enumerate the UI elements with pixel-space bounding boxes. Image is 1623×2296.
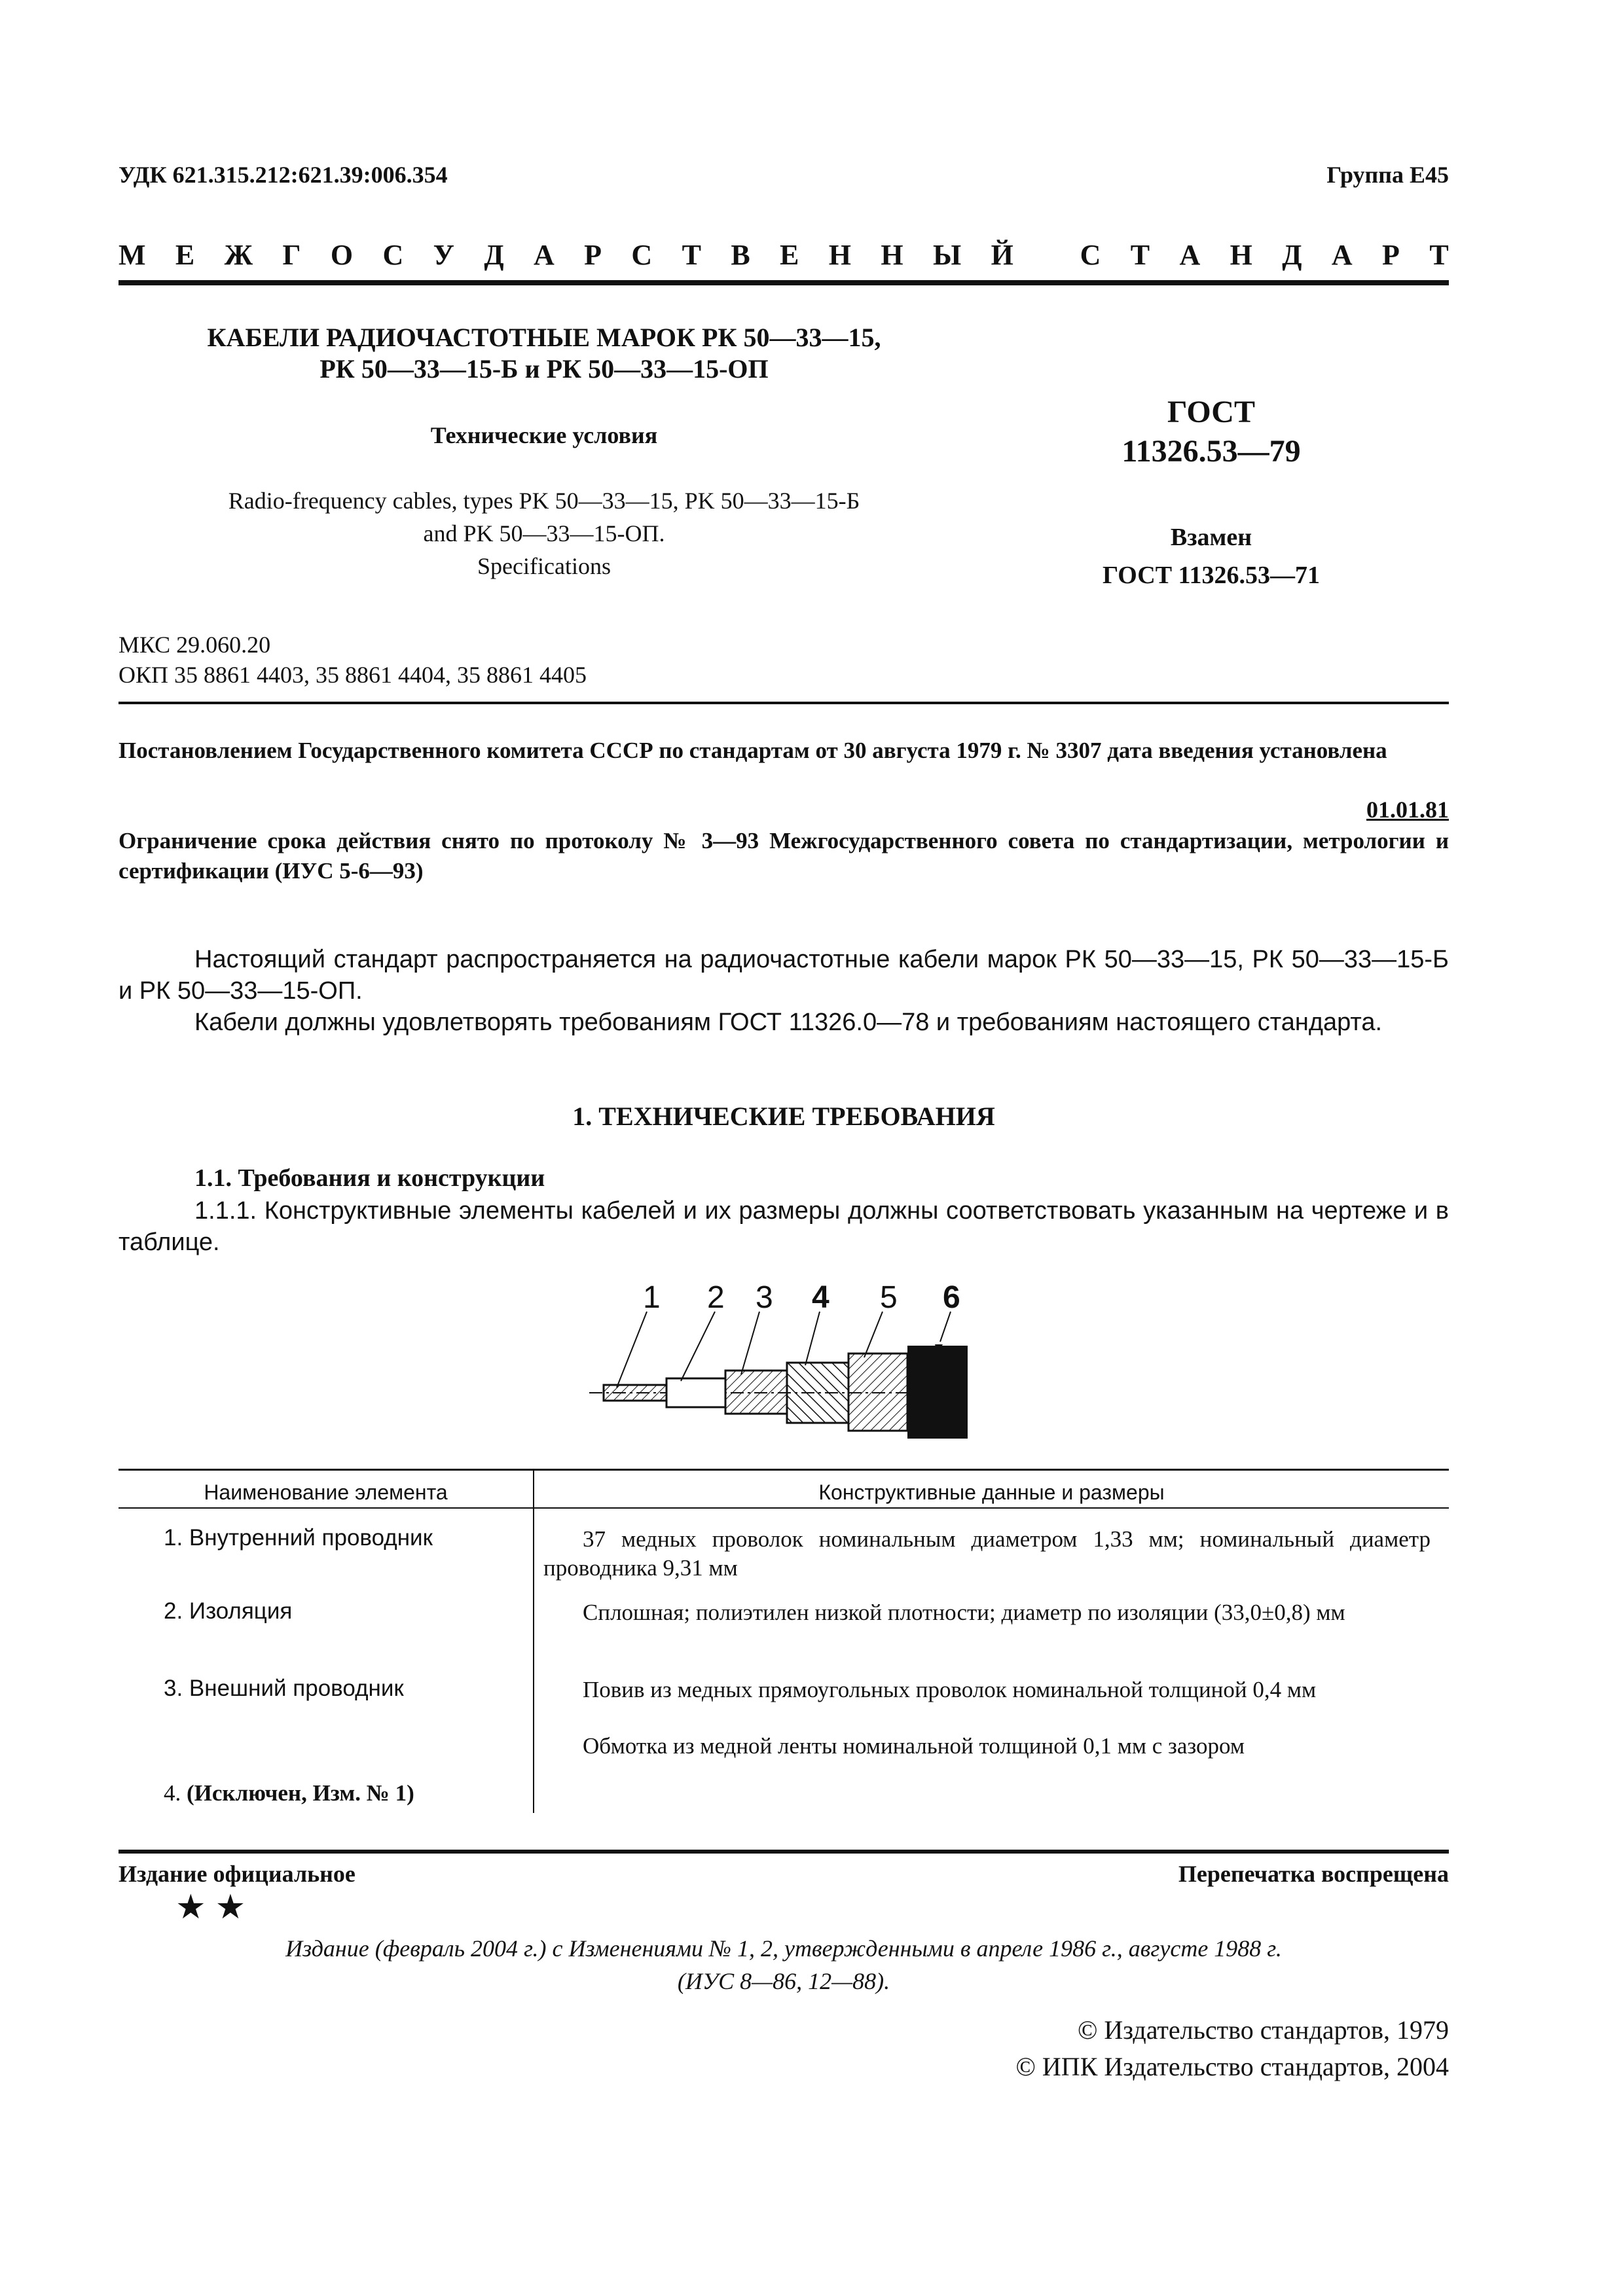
- heading-letter: Н: [1230, 239, 1252, 271]
- okp-code: ОКП 35 8861 4403, 35 8861 4404, 35 8861 4405: [119, 662, 587, 688]
- english-title-line-1: Radio-frequency cables, types PK 50—33—15, PK 50—33—15-Б: [228, 488, 860, 514]
- heading-letter: С: [631, 239, 653, 271]
- mks-code: МКС 29.060.20: [119, 632, 271, 658]
- heading-letter: В: [731, 239, 750, 271]
- leader-line-5: [864, 1312, 883, 1357]
- document-title: [119, 322, 970, 385]
- table-header-data: Конструктивные данные и размеры: [818, 1480, 1165, 1504]
- heading-letter: А: [1179, 239, 1201, 271]
- gost-replaces: [1021, 518, 1401, 594]
- table-row-4-text: (Исключен, Изм. № 1): [187, 1780, 414, 1806]
- table-header-rule: [119, 1507, 1449, 1509]
- title-line-2: РК 50—33—15-Б и РК 50—33—15-ОП: [319, 354, 769, 384]
- heading-letter: Д: [484, 239, 504, 271]
- classification-codes: [119, 630, 587, 690]
- copyright-1979: © Издательство стандартов, 1979: [1077, 2015, 1449, 2045]
- copyright-block: [1016, 2012, 1449, 2085]
- heading-letter: Д: [1282, 239, 1302, 271]
- heading-letter: Н: [828, 239, 852, 271]
- table-top-rule: [119, 1469, 1449, 1471]
- udk-code: УДК 621.315.212:621.39:006.354: [119, 162, 448, 188]
- heading-letter: О: [330, 239, 354, 271]
- table-header-element: Наименование элемента: [204, 1480, 448, 1504]
- gost-label: ГОСТ: [1167, 395, 1255, 429]
- table-row-4-number: 4.: [164, 1780, 187, 1806]
- leader-line-4: [805, 1312, 820, 1365]
- heading-letter: Й: [991, 239, 1013, 271]
- table-row-3-name: 3. Внешний проводник: [164, 1676, 404, 1701]
- diagram-label-1: 1: [643, 1280, 661, 1315]
- standard-type-heading: [119, 238, 1449, 272]
- heading-letter: Р: [1382, 239, 1400, 271]
- table-row-3-data: Повив из медных прямоугольных проволок номинальной толщиной 0,4 мм: [583, 1677, 1317, 1702]
- official-edition-label: Издание официальное: [119, 1861, 356, 1887]
- heading-letter: Г: [282, 239, 301, 271]
- english-title-line-3: Specifications: [477, 553, 611, 579]
- diagram-label-6: 6: [943, 1280, 960, 1315]
- heading-rule: [119, 280, 1449, 285]
- diagram-label-4: 4: [812, 1280, 830, 1315]
- leader-line-6: [940, 1312, 951, 1342]
- document-subtitle: Технические условия: [430, 422, 658, 448]
- heading-letter: У: [433, 239, 454, 271]
- edition-note: [119, 1932, 1449, 1998]
- outer-conductor-shape: [725, 1371, 787, 1414]
- edition-line-1: Издание (февраль 2004 г.) с Изменениями № 1, 2, утвержденными в апреле 1986 г., августе 1988 г.: [285, 1935, 1282, 1962]
- section-title: 1. ТЕХНИЧЕСКИЕ ТРЕБОВАНИЯ: [572, 1102, 995, 1131]
- heading-letter: А: [534, 239, 555, 271]
- diagram-label-5: 5: [880, 1280, 898, 1315]
- heading-letter: М: [119, 239, 146, 271]
- table-row-2-data: Сплошная; полиэтилен низкой плотности; диаметр по изоляции (33,0±0,8) мм: [583, 1600, 1345, 1625]
- tape-layer-shape: [787, 1363, 848, 1423]
- heading-letter: Ы: [933, 239, 962, 271]
- group-code: Группа Е45: [1326, 162, 1449, 188]
- reprint-prohibited-label: Перепечатка воспрещена: [1178, 1861, 1449, 1887]
- gost-number: 11326.53—79: [1122, 434, 1301, 469]
- replace-label: Взамен: [1170, 524, 1252, 551]
- english-title-line-2: and PK 50—33—15-ОП.: [423, 520, 665, 547]
- leader-line-1: [617, 1312, 647, 1388]
- stars-mark: ★★: [175, 1889, 255, 1926]
- heading-letter: Т: [682, 239, 701, 271]
- leader-line-3: [741, 1312, 759, 1374]
- inner-conductor-shape: [604, 1385, 666, 1401]
- table-column-divider: [533, 1469, 534, 1813]
- replace-number: ГОСТ 11326.53—71: [1103, 562, 1320, 589]
- table-row-2-name: 2. Изоляция: [164, 1598, 293, 1624]
- introduction-date: 01.01.81: [1366, 797, 1449, 823]
- english-title: [119, 484, 970, 583]
- heading-letter: Р: [584, 239, 602, 271]
- subsection-title: 1.1. Требования и конструкции: [194, 1164, 545, 1192]
- codes-rule: [119, 702, 1449, 704]
- heading-letter: [1043, 238, 1050, 272]
- edition-line-2: (ИУС 8—86, 12—88).: [677, 1968, 890, 1994]
- footer-rule: [119, 1850, 1449, 1854]
- scope-paragraph: Настоящий стандарт распространяется на радиочастотные кабели марок РК 50—33—15, РК 50—33—15-Б и РК 50—33—15-ОП.: [119, 946, 1449, 1005]
- heading-letter: Е: [780, 239, 799, 271]
- armour-shape: [907, 1346, 968, 1439]
- insulation-shape: [666, 1378, 725, 1407]
- heading-letter: Т: [1429, 239, 1449, 271]
- leader-line-2: [681, 1312, 715, 1381]
- heading-letter: Е: [175, 239, 195, 271]
- heading-letter: С: [382, 239, 404, 271]
- heading-letter: Н: [881, 239, 903, 271]
- table-row-4-name: [164, 1780, 414, 1806]
- limit-text: Ограничение срока действия снято по протоколу № 3—93 Межгосударственного совета по стандартизации, метрологии и сертификации (ИУС 5-6—93): [119, 828, 1449, 884]
- sheath-shape: [848, 1354, 907, 1431]
- heading-letter: С: [1080, 239, 1101, 271]
- diagram-label-2: 2: [707, 1280, 725, 1315]
- heading-letter: Ж: [224, 239, 253, 271]
- title-line-1: КАБЕЛИ РАДИОЧАСТОТНЫЕ МАРОК РК 50—33—15,: [207, 323, 881, 352]
- gost-designation: [1021, 393, 1401, 471]
- heading-letter: Т: [1130, 239, 1150, 271]
- diagram-label-3: 3: [756, 1280, 773, 1315]
- table-row-1-name: 1. Внутренний проводник: [164, 1525, 433, 1551]
- cable-cross-section-diagram: [589, 1276, 1008, 1460]
- heading-letter: А: [1331, 239, 1353, 271]
- table-row-1-data: 37 медных проволок номинальным диаметром 1,33 мм; номинальный диаметр проводника 9,31 мм: [543, 1526, 1431, 1581]
- copyright-2004: © ИПК Издательство стандартов, 2004: [1015, 2052, 1449, 2081]
- requirements-paragraph: Кабели должны удовлетворять требованиям ГОСТ 11326.0—78 и требованиям настоящего стандарта.: [194, 1009, 1383, 1036]
- decree-text: Постановлением Государственного комитета СССР по стандартам от 30 августа 1979 г. № 3307 дата введения установлена: [119, 738, 1387, 763]
- table-row-3-data-2: Обмотка из медной ленты номинальной толщиной 0,1 мм с зазором: [583, 1733, 1245, 1759]
- construction-paragraph: 1.1.1. Конструктивные элементы кабелей и их размеры должны соответствовать указанным на чертеже и в таблице.: [119, 1197, 1449, 1256]
